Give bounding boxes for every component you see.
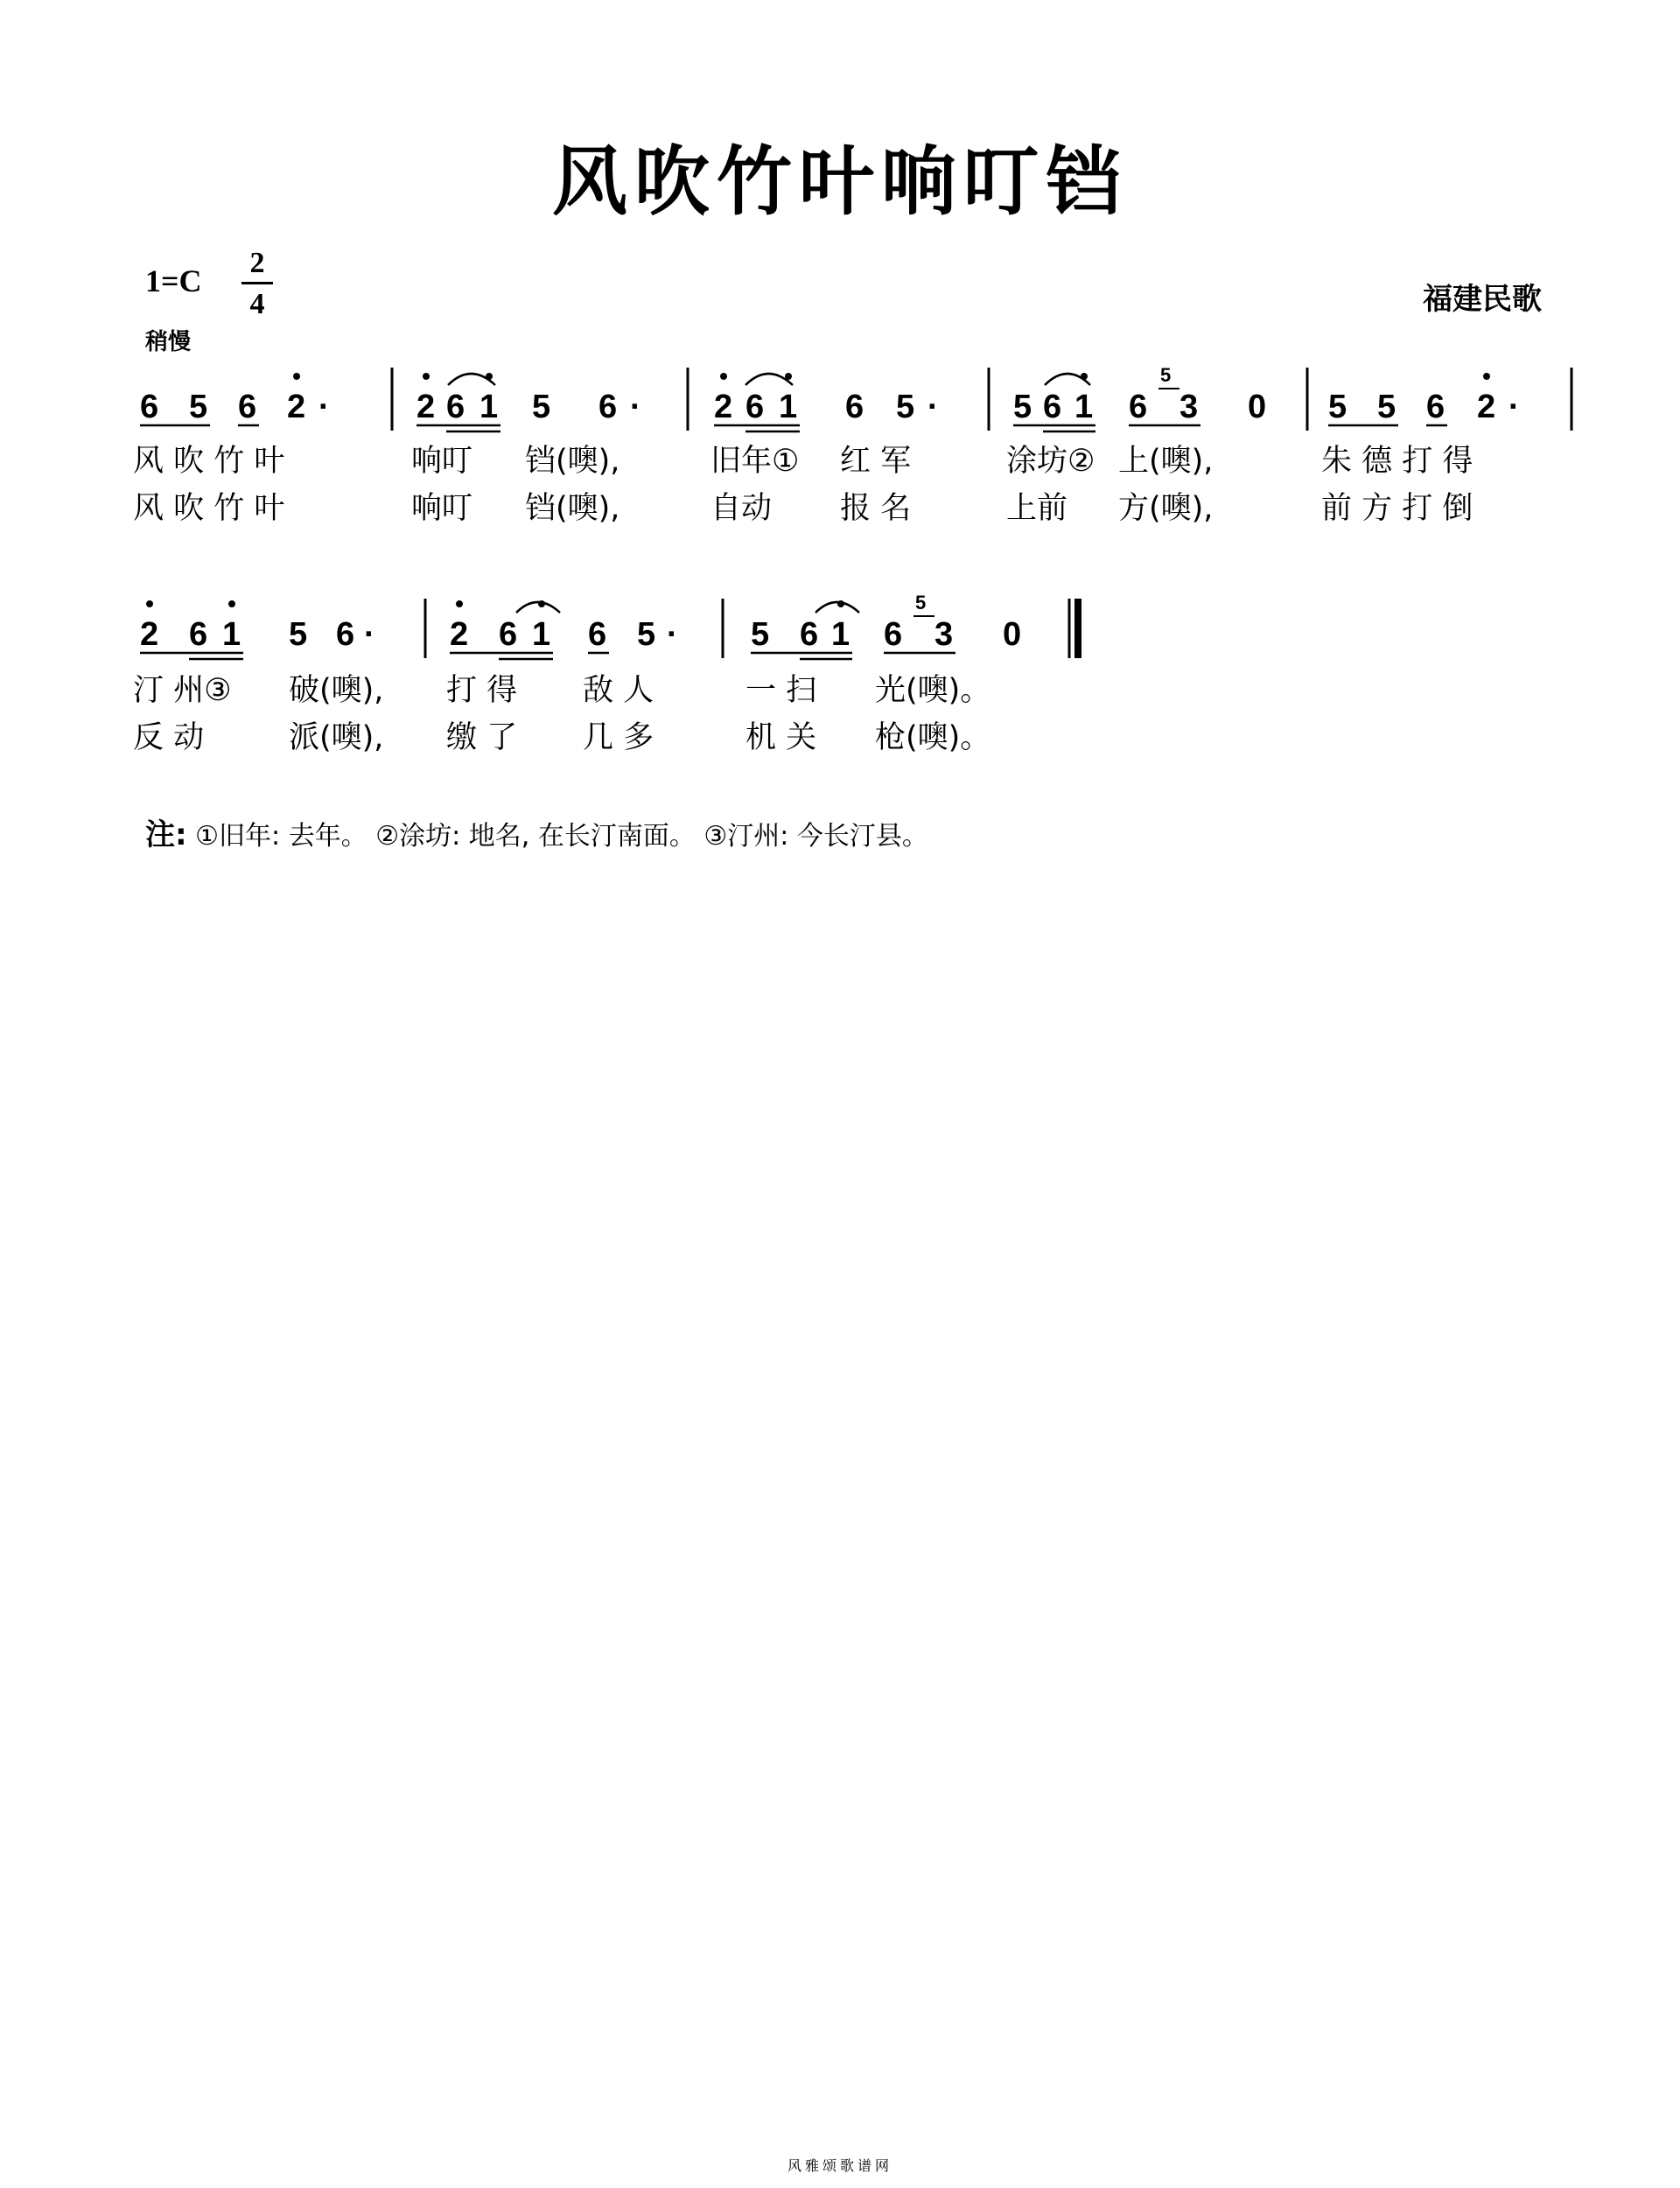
octave-dot xyxy=(228,600,235,607)
note: 3 xyxy=(934,616,954,653)
footnote-label: 注: xyxy=(145,817,187,852)
note: 5 xyxy=(896,389,915,425)
lyric: 缴 了 xyxy=(446,720,518,755)
note: 2 xyxy=(287,389,306,425)
note: 5 xyxy=(1328,389,1348,425)
dot: · xyxy=(364,616,375,653)
note: 5 xyxy=(751,616,770,653)
site-footer: 风雅颂歌谱网 xyxy=(787,2157,892,2174)
lyric: 机 关 xyxy=(746,720,817,755)
lyric: 铛(噢), xyxy=(525,444,620,479)
lyric: 朱 德 打 得 xyxy=(1321,444,1474,479)
octave-dot xyxy=(720,373,727,380)
lyric: 铛(噢), xyxy=(525,491,620,526)
lyric: 报 名 xyxy=(840,491,912,526)
rest: 0 xyxy=(1003,616,1022,653)
note: 6 xyxy=(238,389,257,425)
lyric: 方(噢), xyxy=(1118,491,1214,526)
note: 5 xyxy=(637,616,656,653)
note: 1 xyxy=(1074,389,1094,425)
octave-dot xyxy=(486,373,493,380)
time-signature-bottom: 4 xyxy=(249,288,265,320)
note: 6 xyxy=(446,389,466,425)
note: 6 xyxy=(845,389,864,425)
octave-dot xyxy=(1483,373,1490,380)
octave-dot xyxy=(293,373,300,380)
dot: · xyxy=(667,616,678,653)
note: 6 xyxy=(598,389,618,425)
footnote xyxy=(145,810,928,853)
lyric: 敌 人 xyxy=(583,673,654,708)
rest: 0 xyxy=(1248,389,1267,425)
slur xyxy=(516,602,560,613)
lyric: 打 得 xyxy=(446,673,518,708)
note: 2 xyxy=(416,389,436,425)
lyric: 风 吹 竹 叶 xyxy=(133,491,285,526)
lyric: 破(噢), xyxy=(289,673,384,708)
note: 6 xyxy=(800,616,819,653)
lyric: 响叮 xyxy=(411,491,473,526)
lyric: 红 军 xyxy=(840,444,912,479)
lyric: 前 方 打 倒 xyxy=(1321,491,1474,526)
tempo-marking: 稍慢 xyxy=(145,329,192,355)
slur xyxy=(816,602,859,613)
note: 6 xyxy=(884,616,903,653)
lyric: 自动 xyxy=(710,491,773,526)
note: 1 xyxy=(480,389,499,425)
lyric: 派(噢), xyxy=(289,720,384,755)
octave-dot xyxy=(456,600,463,607)
note: 5 xyxy=(1377,389,1396,425)
note: 5 xyxy=(1013,389,1032,425)
grace-note: 5 xyxy=(915,592,927,614)
note: 1 xyxy=(779,389,798,425)
dot: · xyxy=(630,389,641,425)
note: 6 xyxy=(1043,389,1062,425)
note: 5 xyxy=(289,616,308,653)
octave-dot xyxy=(837,600,844,607)
note: 2 xyxy=(140,616,159,653)
note: 1 xyxy=(532,616,551,653)
final-barline-thick xyxy=(1074,599,1082,658)
note: 6 xyxy=(336,616,355,653)
dot: · xyxy=(318,389,330,425)
grace-note: 5 xyxy=(1160,364,1172,386)
note: 6 xyxy=(189,616,208,653)
note: 5 xyxy=(532,389,551,425)
note: 2 xyxy=(1477,389,1496,425)
lyric: 涂坊② xyxy=(1006,444,1096,479)
lyric: 旧年① xyxy=(710,444,800,479)
octave-dot xyxy=(538,600,545,607)
lyric: 风 吹 竹 叶 xyxy=(133,444,285,479)
dot: · xyxy=(1508,389,1520,425)
lyric: 上前 xyxy=(1006,491,1068,526)
octave-dot xyxy=(1081,373,1088,380)
lyric: 一 扫 xyxy=(746,673,817,708)
note: 2 xyxy=(450,616,469,653)
dot: · xyxy=(928,389,939,425)
lyric: 反 动 xyxy=(133,720,205,755)
note: 6 xyxy=(140,389,159,425)
song-source: 福建民歌 xyxy=(1423,282,1542,317)
note: 2 xyxy=(714,389,733,425)
octave-dot xyxy=(146,600,153,607)
key-signature: 1=C xyxy=(145,263,202,298)
lyric: 上(噢), xyxy=(1118,444,1214,479)
note: 6 xyxy=(746,389,765,425)
lyric: 汀 州③ xyxy=(133,673,232,708)
note: 1 xyxy=(831,616,850,653)
lyric: 几 多 xyxy=(583,720,654,755)
note: 6 xyxy=(588,616,607,653)
note: 6 xyxy=(499,616,518,653)
note: 6 xyxy=(1426,389,1446,425)
note: 3 xyxy=(1180,389,1199,425)
song-title: 风吹竹叶响叮铛 xyxy=(552,137,1128,226)
lyric: 响叮 xyxy=(411,444,473,479)
lyric: 光(噢)。 xyxy=(875,673,991,708)
footnote-text: ①旧年: 去年。 ②涂坊: 地名, 在长汀南面。 ③汀州: 今长汀县。 xyxy=(195,821,928,852)
time-signature-top: 2 xyxy=(249,247,265,279)
note: 1 xyxy=(222,616,242,653)
note: 5 xyxy=(189,389,208,425)
lyric: 枪(噢)。 xyxy=(875,720,991,755)
octave-dot xyxy=(785,373,792,380)
octave-dot xyxy=(423,373,430,380)
note: 6 xyxy=(1129,389,1148,425)
